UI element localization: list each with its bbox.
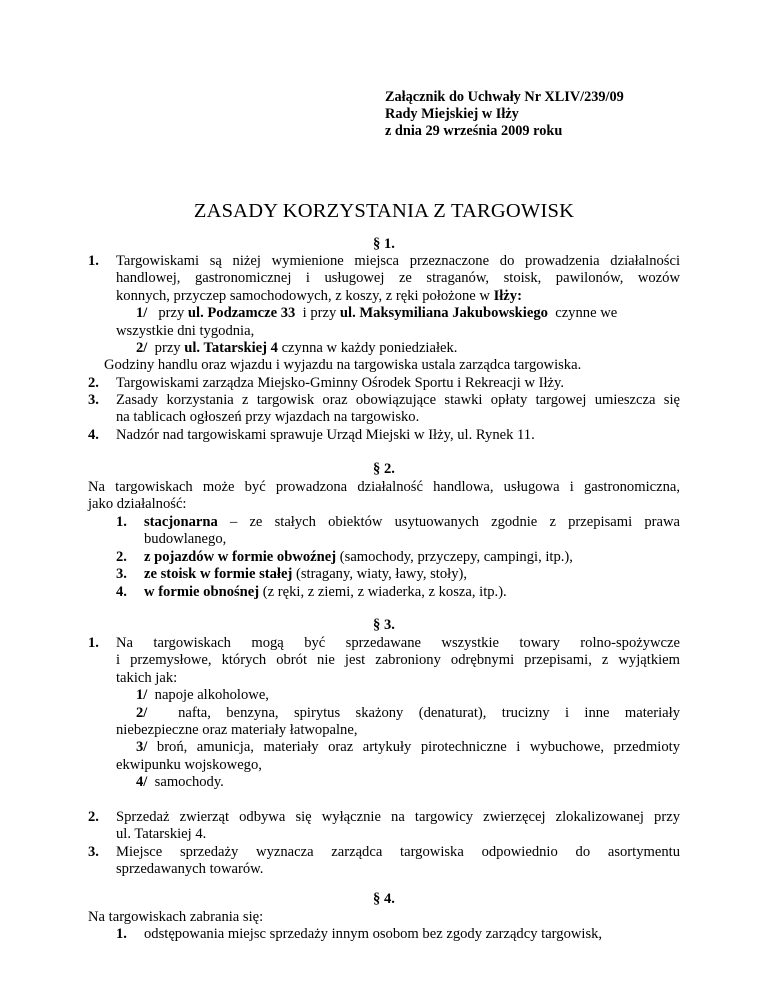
s3-p1-line1: Na targowiskach mogą być sprzedawane wszystkie towary rolno-spożywcze bbox=[116, 635, 680, 651]
s3-exclusion-4 bbox=[88, 774, 680, 791]
section-2-heading: § 2. bbox=[373, 461, 395, 477]
s1-p2-number: 2. bbox=[88, 375, 99, 391]
s2-item-2-number: 2. bbox=[116, 548, 127, 565]
s2-intro-line2: jako działalność: bbox=[88, 496, 187, 513]
s2-item-1-desc: – ze stałych obiektów usytuowanych zgodnie z przepisami prawa bbox=[217, 514, 680, 530]
s1-loc2-street: ul. Tatarskiej 4 bbox=[184, 340, 278, 357]
s1-location-1-cont: wszystkie dni tygodnia, bbox=[116, 322, 255, 339]
section-4-heading: § 4. bbox=[373, 891, 395, 907]
s3-exclusion-2 bbox=[88, 705, 680, 722]
s2-item-3-number: 3. bbox=[116, 566, 127, 583]
s1-loc1-text-c: i przy bbox=[298, 305, 340, 322]
s1-hours: Godziny handlu oraz wjazdu i wyjazdu na targowiska ustala zarządca targowiska. bbox=[104, 357, 582, 374]
s2-intro-line1: Na targowiskach może być prowadzona działalność handlowa, usługowa i gastronomiczna, bbox=[88, 479, 680, 495]
s1-p1-line2: handlowej, gastronomicznej i usługowej ze straganów, stoisk, pawilonów, wozów bbox=[116, 270, 680, 287]
s2-item-1-term: stacjonarna bbox=[144, 514, 218, 530]
s3-e4-number: 4/ bbox=[136, 774, 148, 791]
s3-p2-line2: ul. Tatarskiej 4. bbox=[116, 826, 207, 843]
s3-p1-number: 1. bbox=[88, 635, 99, 651]
s3-p3-line2: sprzedawanych towarów. bbox=[116, 861, 264, 878]
s1-paragraph-1 bbox=[88, 253, 680, 375]
document-title: ZASADY KORZYSTANIA Z TARGOWISK bbox=[193, 200, 575, 222]
s2-intro bbox=[88, 479, 680, 514]
header-line-2: Rady Miejskiej w Iłży bbox=[385, 106, 519, 123]
s1-p1-line3-text: konnych, przyczep samochodowych, z koszy, z ręki położone w bbox=[116, 287, 494, 304]
s3-exclusion-3 bbox=[88, 739, 680, 756]
s1-p2-text: Targowiskami zarządza Miejsko-Gminny Ośrodek Sportu i Rekreacji w Iłży. bbox=[116, 375, 565, 391]
s1-loc2-text-c: czynna w każdy poniedziałek. bbox=[277, 340, 458, 357]
s3-p2-line1: Sprzedaż zwierząt odbywa się wyłącznie na targowicy zwierzęcej zlokalizowanej przy bbox=[116, 809, 680, 825]
s3-e1-text: napoje alkoholowe, bbox=[154, 687, 269, 704]
s2-item-4-desc: (z ręki, z ziemi, z wiaderka, z kosza, itp.). bbox=[259, 583, 507, 600]
s2-item-4-number: 4. bbox=[116, 583, 127, 600]
s4-intro: Na targowiskach zabrania się: bbox=[88, 909, 264, 925]
document-header bbox=[385, 89, 624, 141]
s1-p4-number: 4. bbox=[88, 427, 99, 443]
s2-item-3-desc: (stragany, wiaty, ławy, stoły), bbox=[292, 566, 468, 583]
s3-e2-line1: nafta, benzyna, spirytus skażony (denaturat), trucizny i inne materiały bbox=[178, 704, 680, 721]
s2-item-4-term: w formie obnośnej bbox=[144, 583, 260, 600]
s3-p1-line2: i przemysłowe, których obrót nie jest zabroniony odrębnymi przepisami, z wyjątkiem bbox=[116, 652, 680, 669]
s2-item-2 bbox=[116, 549, 680, 566]
s3-exclusion-1 bbox=[88, 687, 680, 704]
s3-e3-line1: broń, amunicja, materiały oraz artykuły pirotechniczne i wybuchowe, przedmioty bbox=[156, 739, 680, 756]
s1-paragraph-2 bbox=[88, 375, 680, 392]
s2-item-4-line1 bbox=[116, 584, 680, 601]
s2-item-2-line1 bbox=[116, 549, 680, 566]
s3-paragraph-3 bbox=[88, 844, 680, 879]
s1-p1-line1: Targowiskami są niżej wymienione miejsca przeznaczone do prowadzenia działalności bbox=[116, 253, 680, 269]
s1-p1-line3 bbox=[88, 288, 680, 305]
s2-item-1 bbox=[116, 514, 680, 549]
s3-e3-number: 3/ bbox=[136, 739, 148, 756]
s2-item-4 bbox=[116, 584, 680, 601]
s1-p3-line1: Zasady korzystania z targowisk oraz obowiązujące stawki opłaty targowej umieszcza się bbox=[116, 392, 680, 408]
s1-loc1-text-e: czynne we bbox=[551, 305, 618, 322]
section-1-heading: § 1. bbox=[373, 236, 395, 252]
s3-p3-line1: Miejsce sprzedaży wyznacza zarządca targowiska odpowiednio do asortymentu bbox=[116, 844, 680, 860]
s1-p3-number: 3. bbox=[88, 392, 99, 408]
s1-p1-town: Iłży: bbox=[493, 287, 522, 304]
header-line-3: z dnia 29 września 2009 roku bbox=[385, 123, 563, 140]
s3-p3-number: 3. bbox=[88, 844, 99, 860]
s3-e2-line2: niebezpieczne oraz materiały łatwopalne, bbox=[116, 722, 358, 739]
s4-item-1-number: 1. bbox=[116, 926, 127, 942]
s1-paragraph-4 bbox=[88, 427, 680, 444]
s1-loc1-text-a: przy bbox=[158, 305, 188, 322]
s3-p1-line3: takich jak: bbox=[116, 669, 178, 686]
s1-location-2 bbox=[88, 340, 680, 357]
s3-e1-number: 1/ bbox=[136, 687, 148, 704]
s3-e2-number: 2/ bbox=[136, 704, 148, 721]
s2-item-1-line2: budowlanego, bbox=[144, 531, 227, 548]
s1-loc1-street-2: ul. Maksymiliana Jakubowskiego bbox=[339, 305, 548, 322]
s2-item-3 bbox=[116, 566, 680, 583]
s2-item-2-desc: (samochody, przyczepy, campingi, itp.), bbox=[336, 548, 573, 565]
s4-item-1-text: odstępowania miejsc sprzedaży innym osobom bez zgody zarządcy targowisk, bbox=[144, 926, 603, 942]
s1-p1-number: 1. bbox=[88, 253, 99, 269]
section-3-heading: § 3. bbox=[373, 617, 395, 633]
s1-loc1-street-1: ul. Podzamcze 33 bbox=[187, 305, 296, 322]
s3-paragraph-1 bbox=[88, 635, 680, 792]
s2-list bbox=[116, 514, 680, 601]
s2-item-2-term: z pojazdów w formie obwoźnej bbox=[144, 548, 337, 565]
s4-item-1 bbox=[116, 926, 680, 943]
s2-item-3-line1 bbox=[116, 566, 680, 583]
s1-loc2-number: 2/ bbox=[136, 340, 148, 357]
s1-p3-line2: na tablicach ogłoszeń przy wjazdach na targowisko. bbox=[116, 409, 420, 426]
s2-item-3-term: ze stoisk w formie stałej bbox=[144, 566, 293, 583]
s1-loc1-number: 1/ bbox=[136, 305, 148, 322]
s1-paragraph-3 bbox=[88, 392, 680, 427]
s1-loc2-text-a: przy bbox=[154, 340, 185, 357]
s1-location-1 bbox=[88, 305, 680, 322]
s3-paragraph-2 bbox=[88, 809, 680, 844]
header-line-1: Załącznik do Uchwały Nr XLIV/239/09 bbox=[385, 89, 624, 105]
s2-item-1-number: 1. bbox=[116, 514, 127, 530]
s3-e3-line2: ekwipunku wojskowego, bbox=[116, 756, 262, 773]
s2-item-1-line1 bbox=[116, 514, 680, 531]
s3-p2-number: 2. bbox=[88, 809, 99, 825]
s1-p4-text: Nadzór nad targowiskami sprawuje Urząd Miejski w Iłży, ul. Rynek 11. bbox=[116, 427, 535, 443]
s3-e4-text: samochody. bbox=[154, 774, 224, 791]
